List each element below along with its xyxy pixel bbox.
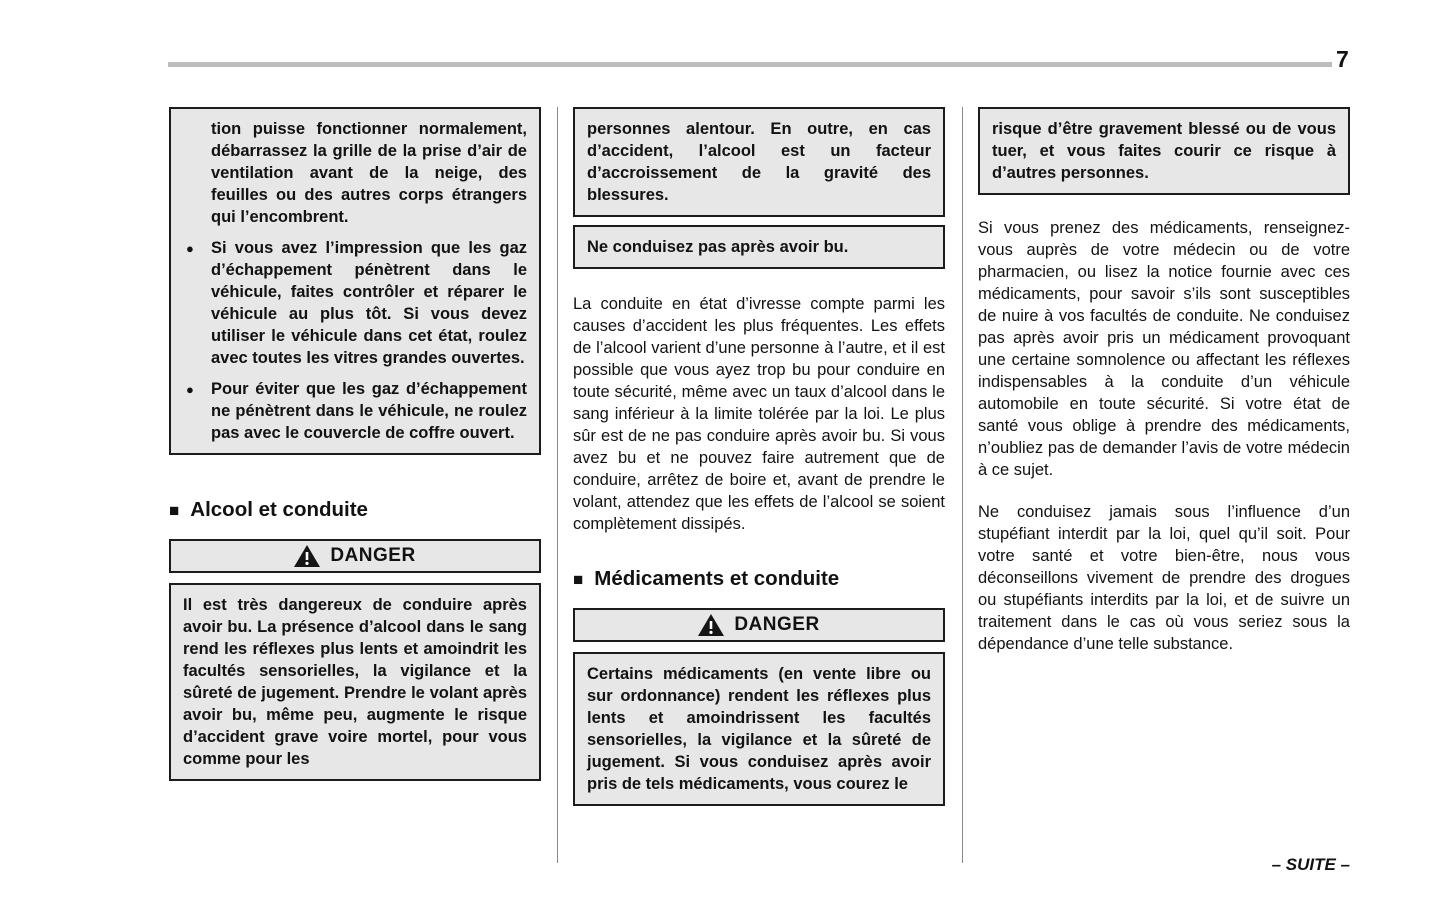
warning-bullet-text: Pour éviter que les gaz d’échappement ne pénètrent dans le véhicule, ne roulez pas avec le couvercle de coffre ouvert. [211,380,527,442]
column-divider-1 [557,107,558,863]
warning-bullet-item [183,237,527,369]
bullet-icon: ● [186,382,194,397]
header-rule [168,62,1332,67]
section-marker-icon: ■ [573,569,584,589]
page-number: 7 [1336,46,1349,72]
danger-header [169,539,541,573]
continuation-marker: – SUITE – [1271,855,1350,874]
danger-continuation-box [978,107,1350,195]
section-heading-alcool-et-conduite [169,499,541,521]
column-1 [169,107,541,781]
danger-label: DANGER [734,614,820,635]
section-heading-medicaments-et-conduite [573,568,945,590]
danger-continuation-box [573,107,945,217]
danger-continuation-text: risque d’être gravement blessé ou de vous tuer, et vous faites courir ce risque à d’autres personnes. [992,120,1336,182]
section-title: Médicaments et conduite [594,567,840,590]
danger-instruction-box [573,225,945,269]
body-paragraph: La conduite en état d’ivresse compte parmi les causes d’accident les plus fréquentes. Les effets de l’alcool varient d’une personne à l’autre, et il est possible que vous ayez trop bu pour conduire en toute sécurité, même avec un taux d’alcool dans le sang inférieur à la limite tolérée par la loi. Le plus sûr est de ne pas conduire après avoir bu. Si vous avez bu et ne pouvez faire autrement que de conduire, arrêtez de boire et, avant de prendre le volant, attendez que les effets de l’alcool se soient complètement dissipés. [573,295,945,533]
column-divider-2 [962,107,963,863]
warning-bullet-item [183,378,527,444]
danger-label: DANGER [330,545,416,566]
column-3 [978,107,1350,655]
danger-continuation-text: personnes alentour. En outre, en cas d’accident, l’alcool est un facteur d’accroissement de la gravité des blessures. [587,120,931,204]
warning-continuation-box [169,107,541,455]
danger-body-box [573,652,945,806]
danger-body-box [169,583,541,781]
danger-header [573,608,945,642]
danger-body-text: Il est très dangereux de conduire après avoir bu. La présence d’alcool dans le sang rend les réflexes plus lents et amoindrit les facultés sensorielles, la vigilance et la sûreté de jugement. Prendre le volant après avoir bu, même peu, augmente le risque d’accident grave voire mortel, pour vous comme pour les [183,596,527,768]
body-paragraph: Si vous prenez des médicaments, renseignez-vous auprès de votre médecin ou de votre pharmacien, ou lisez la notice fournie avec ces médicaments, pour savoir s’ils sont susceptibles de nuire à vos facultés de conduite. Ne conduisez pas après avoir pris un médicament provoquant une certaine somnolence ou affectant les réflexes indispensables à la conduite d’un véhicule automobile en toute sécurité. Si votre état de santé vous oblige à prendre des médicaments, n’oubliez pas de demander l’avis de votre médecin à ce sujet. [978,219,1350,479]
bullet-icon: ● [186,241,194,256]
warning-bullet-text: Si vous avez l’impression que les gaz d’échappement pénètrent dans le véhicule, faites contrôler et réparer le véhicule au plus tôt. Si vous devez utiliser le véhicule dans cet état, roulez avec toutes les vitres grandes ouvertes. [211,239,527,367]
warning-triangle-icon [698,614,724,636]
warning-triangle-icon [294,545,320,567]
section-marker-icon: ■ [169,500,180,520]
section-title: Alcool et conduite [190,498,368,521]
body-paragraph: Ne conduisez jamais sous l’influence d’un stupéfiant interdit par la loi, quel qu’il soit. Pour votre santé et votre bien-être, nous vous déconseillons vivement de prendre des drogues ou stupéfiants interdits par la loi, et de suivre un traitement dans le cas où vous seriez sous la dépendance d’une telle substance. [978,503,1350,653]
warning-continuation-text: tion puisse fonctionner normalement, débarrassez la grille de la prise d’air de ventilation avant de la neige, des feuilles ou des autres corps étrangers qui l’encombrent. [211,120,527,226]
danger-body-text: Certains médicaments (en vente libre ou sur ordonnance) rendent les réflexes plus lents et amoindrissent les facultés sensorielles, la vigilance et la sûreté de jugement. Si vous conduisez après avoir pris de tels médicaments, vous courez le [587,665,931,793]
column-2 [573,107,945,806]
danger-instruction-text: Ne conduisez pas après avoir bu. [587,238,849,256]
